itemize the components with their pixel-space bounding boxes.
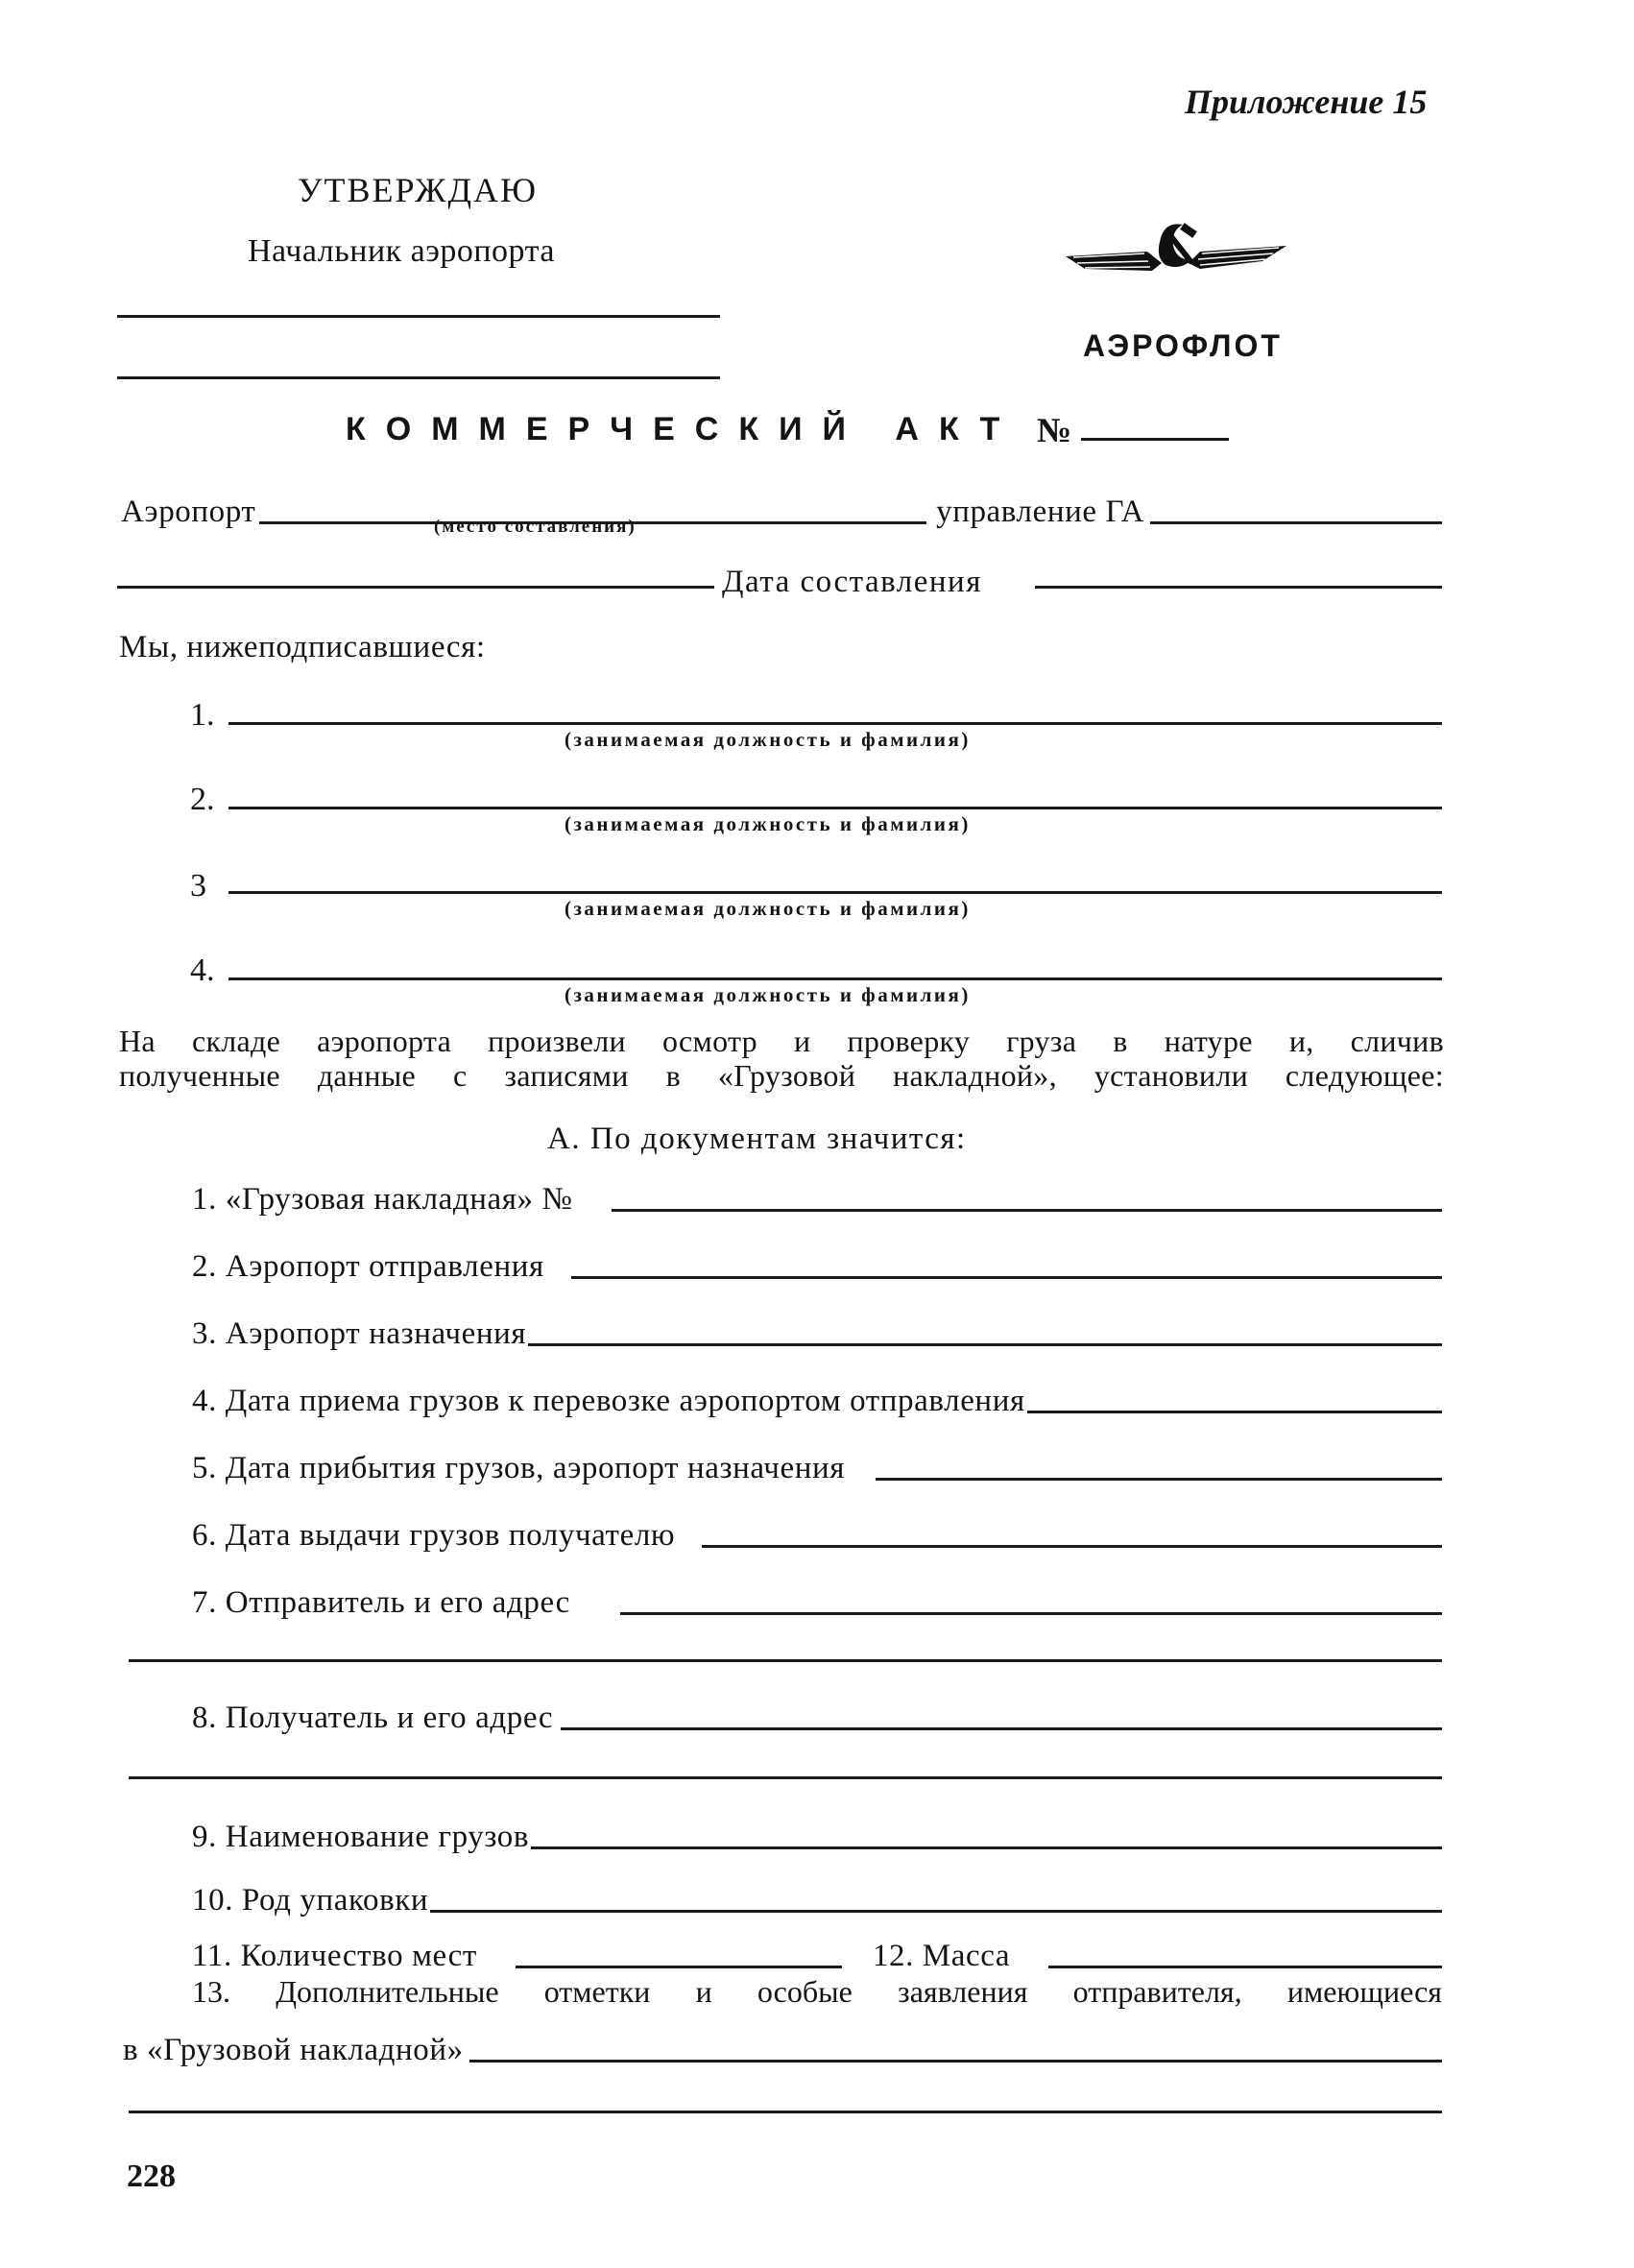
date-label: Дата составления bbox=[722, 565, 982, 599]
approval-date-line[interactable] bbox=[117, 376, 720, 379]
approval-position: Начальник аэропорта bbox=[248, 233, 555, 269]
field-row-sender bbox=[192, 1580, 1442, 1621]
sender-field[interactable] bbox=[620, 1612, 1442, 1615]
field-row-recipient bbox=[192, 1696, 1442, 1736]
section-a-title: А. По документам значится: bbox=[547, 1122, 967, 1156]
signatory-hint: (занимаемая должность и фамилия) bbox=[565, 728, 971, 751]
field-row-delivery-date bbox=[192, 1513, 1442, 1554]
packaging-field[interactable] bbox=[430, 1910, 1442, 1913]
signatory-field[interactable] bbox=[228, 807, 1442, 809]
field-label: 1. «Грузовая накладная» № bbox=[192, 1182, 573, 1217]
field-label: 6. Дата выдачи грузов получателю bbox=[192, 1518, 676, 1553]
recipient-continuation-line[interactable] bbox=[129, 1776, 1442, 1779]
departure-airport-field[interactable] bbox=[571, 1276, 1442, 1279]
field-label: 2. Аэропорт отправления bbox=[192, 1249, 544, 1284]
arrival-date-field[interactable] bbox=[876, 1478, 1442, 1481]
appendix-label: Приложение 15 bbox=[1185, 83, 1428, 121]
signatory-number: 4. bbox=[190, 953, 215, 988]
field-label: 10. Род упаковки bbox=[192, 1883, 429, 1918]
signatory-field[interactable] bbox=[228, 891, 1442, 894]
destination-airport-field[interactable] bbox=[528, 1343, 1442, 1346]
field-label: 3. Аэропорт назначения bbox=[192, 1316, 527, 1351]
date-prefix-line[interactable] bbox=[117, 586, 714, 589]
signatory-hint: (занимаемая должность и фамилия) bbox=[565, 897, 971, 920]
field-label: 13. Дополнительные отметки и особые заявления отправителя, имеющиеся bbox=[192, 1974, 1442, 2009]
signatories-intro: Мы, нижеподписавшиеся: bbox=[119, 630, 486, 664]
approval-signature-line[interactable] bbox=[117, 315, 720, 318]
aeroflot-winged-hammer-sickle-icon bbox=[1056, 213, 1296, 300]
place-hint: (место составления) bbox=[434, 517, 637, 537]
field-row-cargo-name bbox=[192, 1815, 1442, 1855]
field-label: 4. Дата приема грузов к перевозке аэропортом отправления bbox=[192, 1384, 1025, 1418]
signatory-number: 1. bbox=[190, 697, 215, 733]
signatory-hint: (занимаемая должность и фамилия) bbox=[565, 983, 971, 1006]
field-label: 8. Получатель и его адрес bbox=[192, 1701, 554, 1735]
date-field[interactable] bbox=[1035, 586, 1442, 589]
field-label: 5. Дата прибытия грузов, аэропорт назначения bbox=[192, 1451, 846, 1485]
airport-label: Аэропорт bbox=[121, 495, 256, 529]
page-number: 228 bbox=[127, 2159, 176, 2194]
additional-notes-continuation-line[interactable] bbox=[129, 2111, 1442, 2113]
field-label: 9. Наименование грузов bbox=[192, 1820, 530, 1854]
signatory-hint: (занимаемая должность и фамилия) bbox=[565, 812, 971, 835]
waybill-number-field[interactable] bbox=[612, 1209, 1442, 1212]
quantity-field[interactable] bbox=[516, 1966, 842, 1968]
field-row-packaging bbox=[192, 1878, 1442, 1918]
airport-row bbox=[121, 486, 1442, 530]
field-label: 12. Масса bbox=[872, 1939, 1011, 1973]
signatory-field[interactable] bbox=[228, 722, 1442, 725]
directorate-label: управление ГА bbox=[936, 495, 1144, 529]
field-row-waybill bbox=[192, 1177, 1442, 1218]
signatory-field[interactable] bbox=[228, 977, 1442, 980]
field-row-destination-airport bbox=[192, 1312, 1442, 1352]
signatory-number: 2. bbox=[190, 782, 215, 817]
directorate-field[interactable] bbox=[1150, 521, 1442, 524]
statement-line: полученные данные с записями в «Грузовой накладной», установили следующее: bbox=[119, 1058, 1444, 1093]
acceptance-date-field[interactable] bbox=[1027, 1411, 1442, 1413]
field-row-additional-notes bbox=[123, 2028, 1442, 2068]
field-label: 7. Отправитель и его адрес bbox=[192, 1585, 570, 1620]
field-row-acceptance-date bbox=[192, 1379, 1442, 1419]
approval-title: УТВЕРЖДАЮ bbox=[298, 171, 539, 209]
mass-field[interactable] bbox=[1048, 1966, 1442, 1968]
statement-line: На складе аэропорта произвели осмотр и проверку груза в натуре и, сличив bbox=[119, 1024, 1444, 1058]
aeroflot-name: АЭРОФЛОТ bbox=[1083, 328, 1283, 363]
signatory-number: 3 bbox=[190, 868, 206, 904]
field-row-quantity-mass bbox=[192, 1934, 1442, 1974]
act-number-line[interactable] bbox=[1081, 438, 1229, 441]
act-number-label: № bbox=[1037, 411, 1072, 449]
field-label: в «Грузовой накладной» bbox=[123, 2033, 464, 2067]
additional-notes-field[interactable] bbox=[469, 2060, 1442, 2063]
field-row-departure-airport bbox=[192, 1244, 1442, 1285]
recipient-field[interactable] bbox=[561, 1727, 1442, 1730]
field-row-arrival-date bbox=[192, 1446, 1442, 1486]
field-label: 11. Количество мест bbox=[192, 1939, 477, 1973]
act-title: КОММЕРЧЕСКИЙ АКТ bbox=[346, 411, 1021, 447]
cargo-name-field[interactable] bbox=[531, 1846, 1442, 1849]
sender-continuation-line[interactable] bbox=[129, 1659, 1442, 1662]
delivery-date-field[interactable] bbox=[702, 1545, 1442, 1548]
